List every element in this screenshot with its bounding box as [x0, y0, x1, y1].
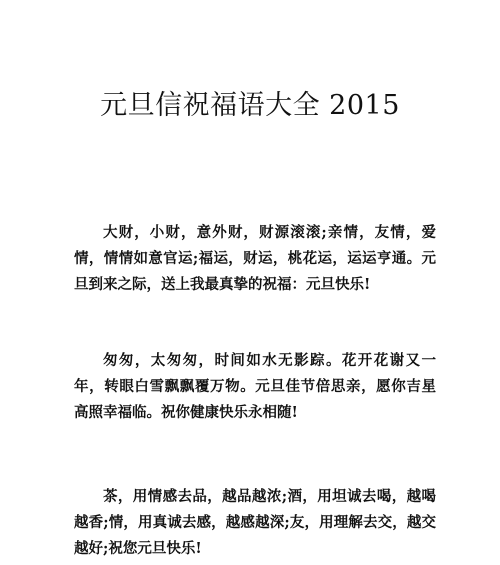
greeting-paragraph-1: 大财，小财，意外财，财源滚滚;亲情，友情，爱情，情情如意官运;福运，财运，桃花运，运运亨通。元旦到来之际，送上我最真挚的祝福：元旦快乐!	[74, 224, 436, 293]
document-title: 元旦信祝福语大全 2015	[100, 90, 400, 121]
greeting-paragraph-3: 茶，用情感去品，越品越浓;酒，用坦诚去喝，越喝越香;情，用真诚去感，越感越深;友，用理解去交，越交越好;祝您元旦快乐!	[74, 488, 436, 557]
greeting-paragraph-2: 匆匆，太匆匆，时间如水无影踪。花开花谢又一年，转眼白雪飘飘覆万物。元旦佳节倍思亲，愿你吉星高照幸福临。祝你健康快乐永相随!	[74, 352, 436, 421]
